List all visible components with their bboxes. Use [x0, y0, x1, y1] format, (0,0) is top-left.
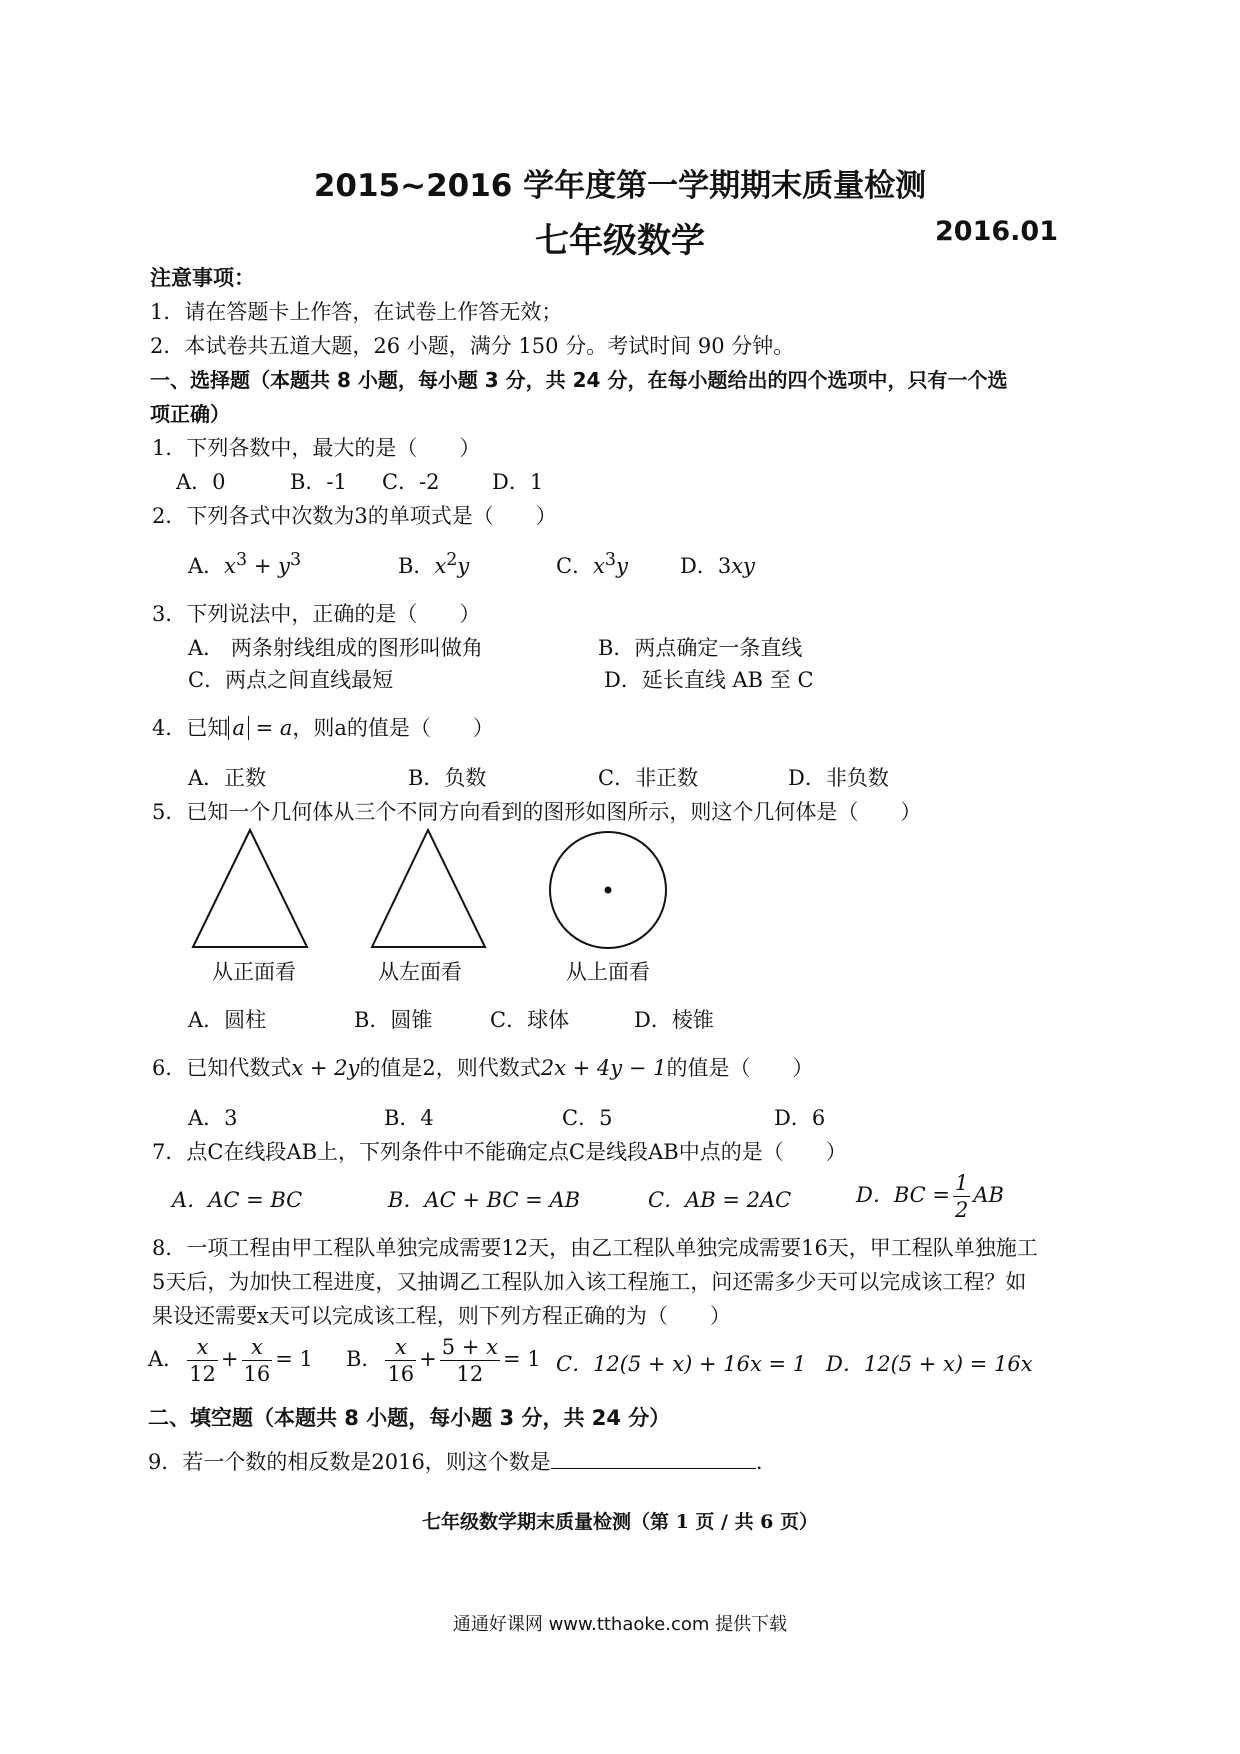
q2-stem: 2．下列各式中次数为3的单项式是（ ） — [152, 504, 557, 528]
notice-heading: 注意事项： — [150, 266, 255, 290]
q8-option-c: C．12(5 + x) + 16x = 1 — [556, 1352, 807, 1376]
q5-option-d: D．棱锥 — [634, 1008, 714, 1032]
q4-option-a: A．正数 — [188, 766, 267, 790]
q7-option-c: C．AB = 2AC — [648, 1188, 792, 1212]
q1-option-d: D．1 — [492, 470, 544, 494]
q6-option-d: D．6 — [774, 1106, 826, 1130]
q1-option-c: C．-2 — [382, 470, 440, 494]
q4-stem: 4．已知 a = a，则a的值是（ ） — [152, 716, 494, 740]
q5-view-left-label: 从左面看 — [378, 960, 462, 984]
page-footer: 七年级数学期末质量检测（第 1 页 / 共 6 页） — [421, 1511, 819, 1533]
q9-stem: 9．若一个数的相反数是2016，则这个数是 . — [148, 1450, 763, 1474]
q8-option-b: B． $\frac{x}{16}$ + $\frac{5 + x}{12}$ = 1 — [346, 1335, 541, 1386]
section1-heading-cont: 项正确） — [150, 402, 230, 426]
q9-answer-blank[interactable] — [551, 1448, 756, 1469]
q3-option-c: C．两点之间直线最短 — [188, 668, 394, 692]
section1-heading: 一、选择题（本题共 8 小题，每小题 3 分，共 24 分，在每小题给出的四个选项中，只有一个选 — [150, 368, 1008, 392]
q6-stem: 6．已知代数式x + 2y的值是2，则代数式2x + 4y − 1的值是（ ） — [152, 1056, 814, 1080]
section2-heading: 二、填空题（本题共 8 小题，每小题 3 分，共 24 分） — [148, 1406, 671, 1430]
q8-option-d: D．12(5 + x) = 16x — [826, 1352, 1033, 1376]
q8-line2: 5天后，为加快工程进度，又抽调乙工程队加入该工程施工，问还需多少天可以完成该工程？如 — [152, 1270, 1027, 1294]
q8-line3: 果设还需要x天可以完成该工程，则下列方程正确的为（ ） — [152, 1304, 731, 1328]
exam-title: 2015~2016 学年度第一学期期末质量检测 — [313, 168, 927, 204]
q7-option-b: B．AC + BC = AB — [388, 1188, 581, 1212]
notice-item-1: 1．请在答题卡上作答，在试卷上作答无效； — [150, 300, 563, 324]
q3-option-d: D．延长直线 AB 至 C — [604, 668, 814, 692]
q1-stem: 1．下列各数中，最大的是（ ） — [152, 436, 481, 460]
q6-option-c: C．5 — [562, 1106, 613, 1130]
q5-stem: 5．已知一个几何体从三个不同方向看到的图形如图所示，则这个几何体是（ ） — [152, 800, 922, 824]
notice-item-2: 2．本试卷共五道大题，26 小题，满分 150 分。考试时间 90 分钟。 — [150, 334, 795, 358]
source-watermark: 通通好课网 www.tthaoke.com 提供下载 — [452, 1614, 788, 1635]
q5-view-top-label: 从上面看 — [566, 960, 650, 984]
exam-date: 2016.01 — [935, 216, 1058, 247]
front-view-triangle — [193, 830, 307, 947]
three-views-figure — [190, 826, 710, 956]
q3-option-a: A． 两条射线组成的图形叫做角 — [188, 636, 483, 660]
q8-option-a: A． $\frac{x}{12}$ + $\frac{x}{16}$ = 1 — [148, 1335, 313, 1386]
q5-option-b: B．圆锥 — [354, 1008, 433, 1032]
q5-option-c: C．球体 — [490, 1008, 570, 1032]
q4-option-d: D．非负数 — [788, 766, 889, 790]
q2-option-a: A．$x^3 + y^3$ — [188, 550, 302, 578]
top-view-center-dot — [605, 887, 612, 894]
q2-option-d: D．3xy — [680, 554, 755, 578]
q7-stem: 7．点C在线段AB上，下列条件中不能确定点C是线段AB中点的是（ ） — [152, 1140, 847, 1164]
q8-line1: 8．一项工程由甲工程队单独完成需要12天，由乙工程队单独完成需要16天，甲工程队单独施工 — [152, 1236, 1038, 1260]
q7-option-d: D．BC = $\frac{1}{2}$ AB — [856, 1171, 1004, 1222]
q3-stem: 3．下列说法中，正确的是（ ） — [152, 602, 481, 626]
q1-option-a: A．0 — [176, 470, 226, 494]
q2-option-c: C．$x^3y$ — [556, 550, 628, 578]
q7-option-a: A．AC = BC — [172, 1188, 303, 1212]
subject-title: 七年级数学 — [535, 221, 705, 261]
q2-option-b: B．$x^2y$ — [398, 550, 470, 578]
q6-option-a: A．3 — [188, 1106, 238, 1130]
q5-option-a: A．圆柱 — [188, 1008, 267, 1032]
q5-view-front-label: 从正面看 — [212, 960, 296, 984]
q4-option-b: B．负数 — [408, 766, 487, 790]
q1-option-b: B．-1 — [290, 470, 347, 494]
q4-option-c: C．非正数 — [598, 766, 699, 790]
q3-option-b: B．两点确定一条直线 — [598, 636, 803, 660]
q6-option-b: B．4 — [384, 1106, 434, 1130]
left-view-triangle — [372, 830, 485, 947]
